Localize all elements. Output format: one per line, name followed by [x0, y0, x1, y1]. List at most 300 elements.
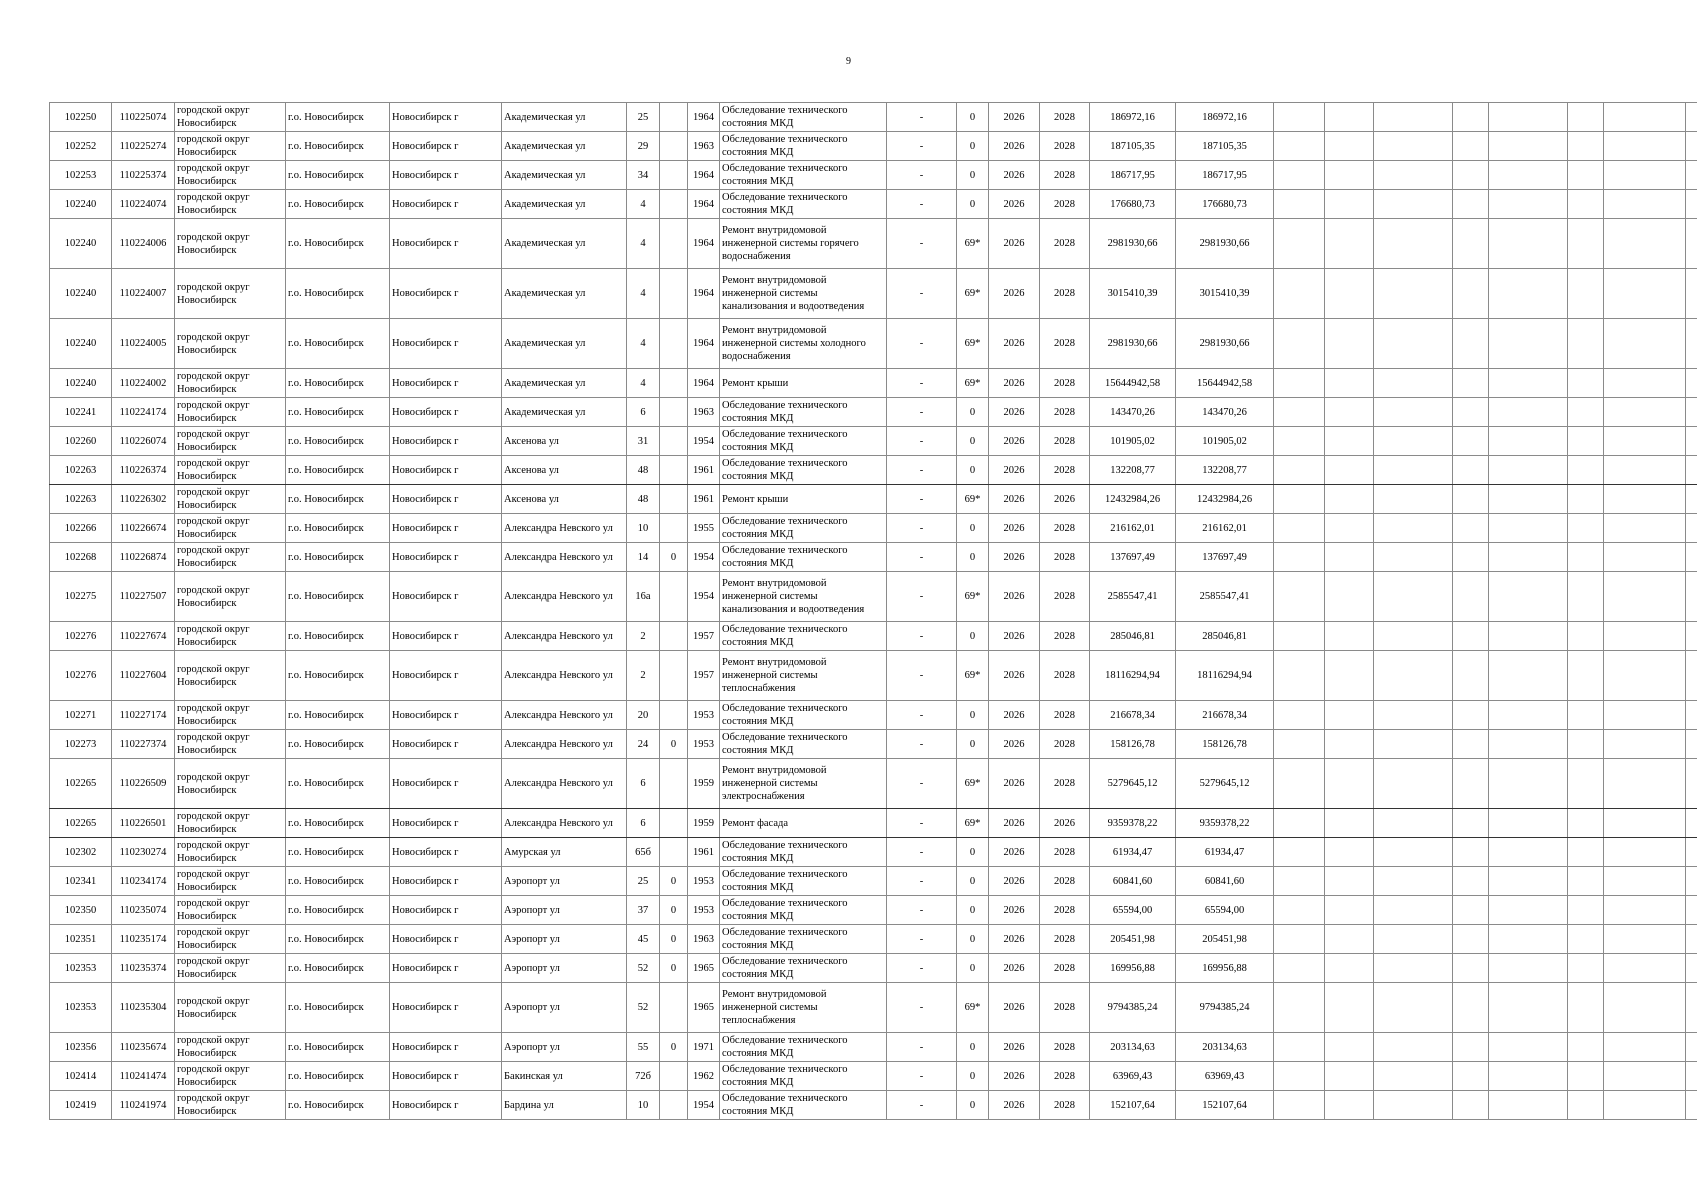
cell-end-year: 2028	[1040, 369, 1090, 398]
empty-cell	[1604, 867, 1686, 896]
cell-record-id: 102253	[50, 161, 112, 190]
empty-cell	[1568, 954, 1604, 983]
cell-building-letter	[660, 190, 688, 219]
cell-house-number: 6	[627, 809, 660, 838]
cell-record-id: 102240	[50, 219, 112, 269]
cell-cost-share: 15644942,58	[1176, 369, 1274, 398]
cell-record-id: 102271	[50, 701, 112, 730]
cell-record-id: 102273	[50, 730, 112, 759]
empty-cell	[1568, 269, 1604, 319]
cell-settlement: Новосибирск г	[390, 651, 502, 701]
cell-work-id: 110224074	[112, 190, 175, 219]
cell-note: -	[887, 269, 957, 319]
cell-municipality: городской округ Новосибирск	[175, 730, 286, 759]
cell-work-id: 110225074	[112, 103, 175, 132]
empty-cell	[1453, 954, 1489, 983]
table-row	[50, 485, 1697, 514]
cell-cost-total: 187105,35	[1090, 132, 1176, 161]
empty-cell	[1374, 838, 1453, 867]
empty-cell	[1686, 1062, 1697, 1091]
cell-record-id: 102341	[50, 867, 112, 896]
empty-cell	[1374, 701, 1453, 730]
cell-funding-share: 0	[957, 1033, 989, 1062]
cell-year-built: 1953	[688, 701, 720, 730]
empty-cell	[1686, 103, 1697, 132]
cell-house-number: 4	[627, 219, 660, 269]
cell-funding-share: 0	[957, 1091, 989, 1120]
cell-cost-share: 205451,98	[1176, 925, 1274, 954]
empty-cell	[1686, 925, 1697, 954]
cell-record-id: 102353	[50, 983, 112, 1033]
cell-building-letter	[660, 103, 688, 132]
page-number: 9	[846, 56, 851, 67]
cell-house-number: 55	[627, 1033, 660, 1062]
empty-cell	[1604, 161, 1686, 190]
cell-house-number: 52	[627, 954, 660, 983]
cell-municipality: городской округ Новосибирск	[175, 651, 286, 701]
cell-municipality: городской округ Новосибирск	[175, 456, 286, 485]
empty-cell	[1374, 954, 1453, 983]
cell-start-year: 2026	[989, 1033, 1040, 1062]
empty-cell	[1568, 398, 1604, 427]
cell-start-year: 2026	[989, 485, 1040, 514]
cell-settlement: Новосибирск г	[390, 161, 502, 190]
cell-year-built: 1963	[688, 925, 720, 954]
empty-cell	[1453, 132, 1489, 161]
cell-record-id: 102302	[50, 838, 112, 867]
empty-cell	[1374, 219, 1453, 269]
empty-cell	[1604, 398, 1686, 427]
cell-building-letter: 0	[660, 954, 688, 983]
empty-cell	[1686, 896, 1697, 925]
cell-cost-total: 2981930,66	[1090, 319, 1176, 369]
cell-building-letter	[660, 809, 688, 838]
cell-cost-total: 3015410,39	[1090, 269, 1176, 319]
empty-cell	[1453, 514, 1489, 543]
empty-cell	[1453, 896, 1489, 925]
empty-cell	[1686, 572, 1697, 622]
cell-work-id: 110227174	[112, 701, 175, 730]
cell-work-id: 110227674	[112, 622, 175, 651]
table-row	[50, 543, 1697, 572]
cell-municipality: городской округ Новосибирск	[175, 219, 286, 269]
table-row	[50, 759, 1697, 809]
empty-cell	[1453, 1091, 1489, 1120]
cell-house-number: 31	[627, 427, 660, 456]
cell-cost-share: 216162,01	[1176, 514, 1274, 543]
cell-start-year: 2026	[989, 809, 1040, 838]
table-row	[50, 867, 1697, 896]
cell-street: Аэропорт ул	[502, 925, 627, 954]
cell-year-built: 1961	[688, 485, 720, 514]
empty-cell	[1686, 1091, 1697, 1120]
cell-start-year: 2026	[989, 954, 1040, 983]
empty-cell	[1604, 1062, 1686, 1091]
empty-cell	[1489, 1062, 1568, 1091]
cell-cost-total: 152107,64	[1090, 1091, 1176, 1120]
cell-cost-total: 205451,98	[1090, 925, 1176, 954]
cell-work-type: Обследование технического состояния МКД	[720, 427, 887, 456]
empty-cell	[1374, 809, 1453, 838]
empty-cell	[1604, 954, 1686, 983]
empty-cell	[1453, 759, 1489, 809]
empty-cell	[1568, 456, 1604, 485]
empty-cell	[1604, 190, 1686, 219]
table-row	[50, 730, 1697, 759]
empty-cell	[1489, 398, 1568, 427]
table-row	[50, 925, 1697, 954]
table-row	[50, 651, 1697, 701]
cell-municipality: городской округ Новосибирск	[175, 867, 286, 896]
empty-cell	[1453, 1033, 1489, 1062]
empty-cell	[1274, 925, 1325, 954]
cell-municipal-short: г.о. Новосибирск	[286, 369, 390, 398]
table-row	[50, 369, 1697, 398]
cell-municipal-short: г.о. Новосибирск	[286, 161, 390, 190]
cell-work-type: Обследование технического состояния МКД	[720, 190, 887, 219]
empty-cell	[1604, 319, 1686, 369]
empty-cell	[1374, 867, 1453, 896]
cell-building-letter: 0	[660, 867, 688, 896]
cell-cost-share: 186717,95	[1176, 161, 1274, 190]
cell-end-year: 2028	[1040, 838, 1090, 867]
cell-work-type: Обследование технического состояния МКД	[720, 896, 887, 925]
cell-cost-total: 216162,01	[1090, 514, 1176, 543]
cell-cost-share: 9794385,24	[1176, 983, 1274, 1033]
cell-cost-share: 101905,02	[1176, 427, 1274, 456]
empty-cell	[1568, 132, 1604, 161]
cell-note: -	[887, 896, 957, 925]
cell-municipal-short: г.о. Новосибирск	[286, 219, 390, 269]
empty-cell	[1489, 809, 1568, 838]
cell-street: Академическая ул	[502, 269, 627, 319]
cell-start-year: 2026	[989, 219, 1040, 269]
cell-street: Аэропорт ул	[502, 983, 627, 1033]
cell-work-type: Ремонт внутридомовой инженерной системы канализования и водоотведения	[720, 269, 887, 319]
cell-cost-total: 9794385,24	[1090, 983, 1176, 1033]
cell-cost-total: 15644942,58	[1090, 369, 1176, 398]
cell-start-year: 2026	[989, 427, 1040, 456]
empty-cell	[1568, 1091, 1604, 1120]
empty-cell	[1453, 398, 1489, 427]
cell-funding-share: 0	[957, 867, 989, 896]
cell-note: -	[887, 132, 957, 161]
cell-settlement: Новосибирск г	[390, 514, 502, 543]
table-row	[50, 269, 1697, 319]
cell-municipal-short: г.о. Новосибирск	[286, 701, 390, 730]
table-row	[50, 701, 1697, 730]
cell-house-number: 4	[627, 369, 660, 398]
cell-building-letter	[660, 701, 688, 730]
cell-house-number: 25	[627, 867, 660, 896]
cell-funding-share: 69*	[957, 319, 989, 369]
empty-cell	[1274, 651, 1325, 701]
empty-cell	[1489, 369, 1568, 398]
empty-cell	[1568, 1062, 1604, 1091]
empty-cell	[1686, 369, 1697, 398]
empty-cell	[1489, 543, 1568, 572]
cell-work-id: 110226674	[112, 514, 175, 543]
empty-cell	[1489, 701, 1568, 730]
empty-cell	[1453, 1062, 1489, 1091]
cell-start-year: 2026	[989, 983, 1040, 1033]
cell-funding-share: 69*	[957, 651, 989, 701]
cell-municipal-short: г.о. Новосибирск	[286, 514, 390, 543]
cell-building-letter	[660, 427, 688, 456]
cell-house-number: 24	[627, 730, 660, 759]
cell-funding-share: 0	[957, 514, 989, 543]
cell-municipal-short: г.о. Новосибирск	[286, 809, 390, 838]
cell-municipality: городской округ Новосибирск	[175, 896, 286, 925]
empty-cell	[1453, 161, 1489, 190]
empty-cell	[1274, 896, 1325, 925]
cell-start-year: 2026	[989, 867, 1040, 896]
empty-cell	[1604, 485, 1686, 514]
empty-cell	[1374, 1062, 1453, 1091]
cell-work-type: Ремонт крыши	[720, 369, 887, 398]
cell-street: Аэропорт ул	[502, 1033, 627, 1062]
cell-note: -	[887, 398, 957, 427]
empty-cell	[1274, 514, 1325, 543]
cell-year-built: 1964	[688, 219, 720, 269]
empty-cell	[1453, 651, 1489, 701]
empty-cell	[1568, 896, 1604, 925]
cell-municipality: городской округ Новосибирск	[175, 809, 286, 838]
table-row	[50, 809, 1697, 838]
cell-building-letter	[660, 456, 688, 485]
cell-funding-share: 69*	[957, 219, 989, 269]
cell-settlement: Новосибирск г	[390, 319, 502, 369]
empty-cell	[1325, 701, 1374, 730]
cell-start-year: 2026	[989, 622, 1040, 651]
empty-cell	[1604, 427, 1686, 456]
empty-cell	[1325, 456, 1374, 485]
empty-cell	[1604, 269, 1686, 319]
cell-building-letter: 0	[660, 543, 688, 572]
cell-cost-total: 186972,16	[1090, 103, 1176, 132]
cell-funding-share: 0	[957, 543, 989, 572]
cell-funding-share: 0	[957, 730, 989, 759]
cell-work-id: 110224007	[112, 269, 175, 319]
empty-cell	[1604, 983, 1686, 1033]
cell-year-built: 1953	[688, 867, 720, 896]
cell-municipal-short: г.о. Новосибирск	[286, 269, 390, 319]
cell-year-built: 1954	[688, 572, 720, 622]
empty-cell	[1374, 485, 1453, 514]
cell-funding-share: 69*	[957, 485, 989, 514]
table-row	[50, 1091, 1697, 1120]
cell-settlement: Новосибирск г	[390, 369, 502, 398]
empty-cell	[1568, 701, 1604, 730]
cell-cost-total: 63969,43	[1090, 1062, 1176, 1091]
empty-cell	[1489, 485, 1568, 514]
cell-work-type: Обследование технического состояния МКД	[720, 701, 887, 730]
cell-note: -	[887, 954, 957, 983]
cell-municipality: городской округ Новосибирск	[175, 485, 286, 514]
empty-cell	[1686, 543, 1697, 572]
cell-cost-share: 203134,63	[1176, 1033, 1274, 1062]
cell-work-type: Обследование технического состояния МКД	[720, 730, 887, 759]
cell-end-year: 2026	[1040, 485, 1090, 514]
empty-cell	[1325, 954, 1374, 983]
cell-street: Александра Невского ул	[502, 514, 627, 543]
empty-cell	[1374, 103, 1453, 132]
cell-funding-share: 69*	[957, 759, 989, 809]
cell-year-built: 1962	[688, 1062, 720, 1091]
cell-work-id: 110224002	[112, 369, 175, 398]
cell-house-number: 45	[627, 925, 660, 954]
empty-cell	[1453, 103, 1489, 132]
cell-year-built: 1957	[688, 622, 720, 651]
cell-cost-share: 152107,64	[1176, 1091, 1274, 1120]
cell-street: Аэропорт ул	[502, 954, 627, 983]
empty-cell	[1325, 925, 1374, 954]
empty-cell	[1325, 485, 1374, 514]
cell-work-type: Ремонт внутридомовой инженерной системы холодного водоснабжения	[720, 319, 887, 369]
cell-street: Аксенова ул	[502, 427, 627, 456]
empty-cell	[1568, 161, 1604, 190]
cell-street: Бардина ул	[502, 1091, 627, 1120]
cell-municipality: городской округ Новосибирск	[175, 369, 286, 398]
empty-cell	[1686, 427, 1697, 456]
empty-cell	[1325, 838, 1374, 867]
table-row	[50, 514, 1697, 543]
empty-cell	[1568, 514, 1604, 543]
empty-cell	[1568, 319, 1604, 369]
cell-building-letter	[660, 838, 688, 867]
cell-work-id: 110224006	[112, 219, 175, 269]
empty-cell	[1274, 427, 1325, 456]
cell-note: -	[887, 622, 957, 651]
cell-municipal-short: г.о. Новосибирск	[286, 319, 390, 369]
cell-cost-share: 65594,00	[1176, 896, 1274, 925]
cell-funding-share: 0	[957, 896, 989, 925]
cell-cost-share: 176680,73	[1176, 190, 1274, 219]
cell-street: Академическая ул	[502, 132, 627, 161]
cell-municipality: городской округ Новосибирск	[175, 1091, 286, 1120]
cell-building-letter	[660, 485, 688, 514]
cell-record-id: 102263	[50, 485, 112, 514]
empty-cell	[1453, 622, 1489, 651]
cell-record-id: 102268	[50, 543, 112, 572]
cell-record-id: 102266	[50, 514, 112, 543]
cell-cost-total: 132208,77	[1090, 456, 1176, 485]
table-row	[50, 190, 1697, 219]
empty-cell	[1325, 427, 1374, 456]
table-row	[50, 954, 1697, 983]
cell-year-built: 1953	[688, 896, 720, 925]
empty-cell	[1489, 514, 1568, 543]
cell-funding-share: 0	[957, 622, 989, 651]
cell-funding-share: 0	[957, 103, 989, 132]
empty-cell	[1274, 132, 1325, 161]
empty-cell	[1489, 132, 1568, 161]
cell-year-built: 1961	[688, 838, 720, 867]
cell-funding-share: 0	[957, 427, 989, 456]
cell-start-year: 2026	[989, 103, 1040, 132]
cell-note: -	[887, 190, 957, 219]
empty-cell	[1686, 132, 1697, 161]
empty-cell	[1325, 161, 1374, 190]
empty-cell	[1274, 543, 1325, 572]
empty-cell	[1604, 809, 1686, 838]
empty-cell	[1374, 983, 1453, 1033]
cell-note: -	[887, 219, 957, 269]
empty-cell	[1568, 485, 1604, 514]
cell-end-year: 2028	[1040, 269, 1090, 319]
cell-year-built: 1961	[688, 456, 720, 485]
cell-street: Александра Невского ул	[502, 730, 627, 759]
cell-building-letter	[660, 651, 688, 701]
cell-funding-share: 69*	[957, 809, 989, 838]
cell-building-letter	[660, 161, 688, 190]
empty-cell	[1453, 925, 1489, 954]
empty-cell	[1453, 809, 1489, 838]
empty-cell	[1274, 269, 1325, 319]
cell-street: Аэропорт ул	[502, 867, 627, 896]
empty-cell	[1489, 572, 1568, 622]
cell-municipal-short: г.о. Новосибирск	[286, 456, 390, 485]
cell-end-year: 2028	[1040, 190, 1090, 219]
cell-cost-share: 2981930,66	[1176, 219, 1274, 269]
cell-settlement: Новосибирск г	[390, 954, 502, 983]
cell-note: -	[887, 983, 957, 1033]
table-row	[50, 1033, 1697, 1062]
cell-building-letter	[660, 1091, 688, 1120]
empty-cell	[1325, 369, 1374, 398]
cell-start-year: 2026	[989, 925, 1040, 954]
empty-cell	[1604, 651, 1686, 701]
empty-cell	[1604, 701, 1686, 730]
cell-house-number: 4	[627, 319, 660, 369]
empty-cell	[1325, 983, 1374, 1033]
cell-note: -	[887, 514, 957, 543]
empty-cell	[1568, 838, 1604, 867]
cell-work-id: 110226501	[112, 809, 175, 838]
cell-end-year: 2028	[1040, 1033, 1090, 1062]
cell-municipal-short: г.о. Новосибирск	[286, 925, 390, 954]
empty-cell	[1325, 190, 1374, 219]
cell-cost-share: 3015410,39	[1176, 269, 1274, 319]
table-row	[50, 427, 1697, 456]
empty-cell	[1489, 730, 1568, 759]
empty-cell	[1274, 456, 1325, 485]
cell-cost-total: 12432984,26	[1090, 485, 1176, 514]
table-row	[50, 896, 1697, 925]
cell-municipal-short: г.о. Новосибирск	[286, 1062, 390, 1091]
cell-building-letter	[660, 759, 688, 809]
empty-cell	[1374, 730, 1453, 759]
cell-cost-total: 285046,81	[1090, 622, 1176, 651]
cell-municipal-short: г.о. Новосибирск	[286, 398, 390, 427]
empty-cell	[1325, 896, 1374, 925]
cell-street: Академическая ул	[502, 103, 627, 132]
empty-cell	[1325, 269, 1374, 319]
cell-note: -	[887, 730, 957, 759]
empty-cell	[1374, 269, 1453, 319]
empty-cell	[1274, 572, 1325, 622]
empty-cell	[1568, 427, 1604, 456]
cell-municipal-short: г.о. Новосибирск	[286, 485, 390, 514]
cell-settlement: Новосибирск г	[390, 1033, 502, 1062]
cell-municipality: городской округ Новосибирск	[175, 190, 286, 219]
empty-cell	[1274, 809, 1325, 838]
cell-house-number: 52	[627, 983, 660, 1033]
cell-municipal-short: г.о. Новосибирск	[286, 954, 390, 983]
cell-work-id: 110227374	[112, 730, 175, 759]
empty-cell	[1453, 838, 1489, 867]
cell-house-number: 10	[627, 514, 660, 543]
